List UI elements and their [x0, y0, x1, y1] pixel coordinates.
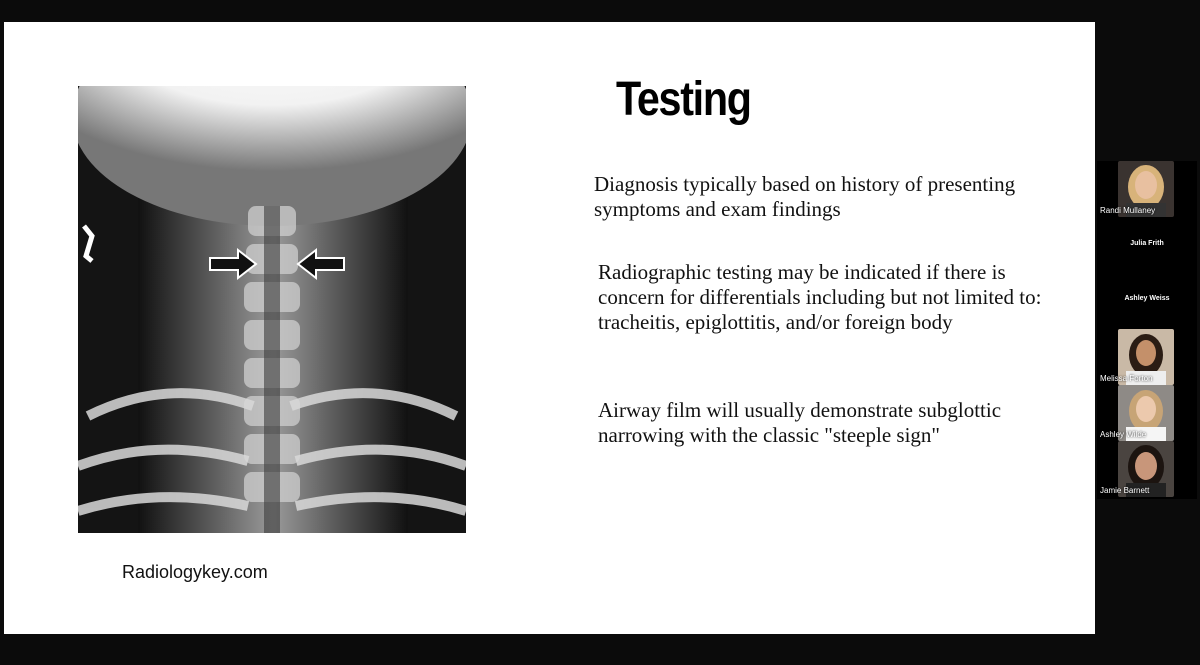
participant-name: Randi Mullaney: [1100, 206, 1156, 215]
xray-image: [78, 86, 466, 533]
presentation-slide: [4, 22, 1095, 634]
participant-name: Ashley Wilde: [1100, 430, 1147, 439]
bullet-radiographic-testing: Radiographic testing may be indicated if there is concern for differentials including but not limited to: tracheitis, epiglottitis, and/or foreign body: [598, 260, 1042, 334]
participant-tile[interactable]: [1097, 329, 1197, 385]
bullet-diagnosis: Diagnosis typically based on history of presenting symptoms and exam findings: [594, 172, 1016, 221]
participant-name: Ashley Weiss: [1124, 295, 1170, 302]
slide-title: Testing: [616, 73, 751, 126]
participant-tile[interactable]: [1097, 441, 1197, 497]
participant-tile[interactable]: [1097, 161, 1197, 217]
image-caption: Radiologykey.com: [122, 562, 268, 582]
participant-tile[interactable]: [1097, 218, 1197, 274]
participant-tile[interactable]: [1097, 273, 1197, 329]
participant-panel: [1097, 161, 1197, 499]
bullet-airway-film: Airway film will usually demonstrate subglottic narrowing with the classic "steeple sign": [598, 398, 1002, 447]
participant-name: Melissa Forton: [1100, 374, 1153, 383]
participant-name: Julia Frith: [1130, 240, 1164, 247]
participant-tile[interactable]: [1097, 385, 1197, 441]
participant-name: Jamie Barnett: [1100, 486, 1150, 495]
